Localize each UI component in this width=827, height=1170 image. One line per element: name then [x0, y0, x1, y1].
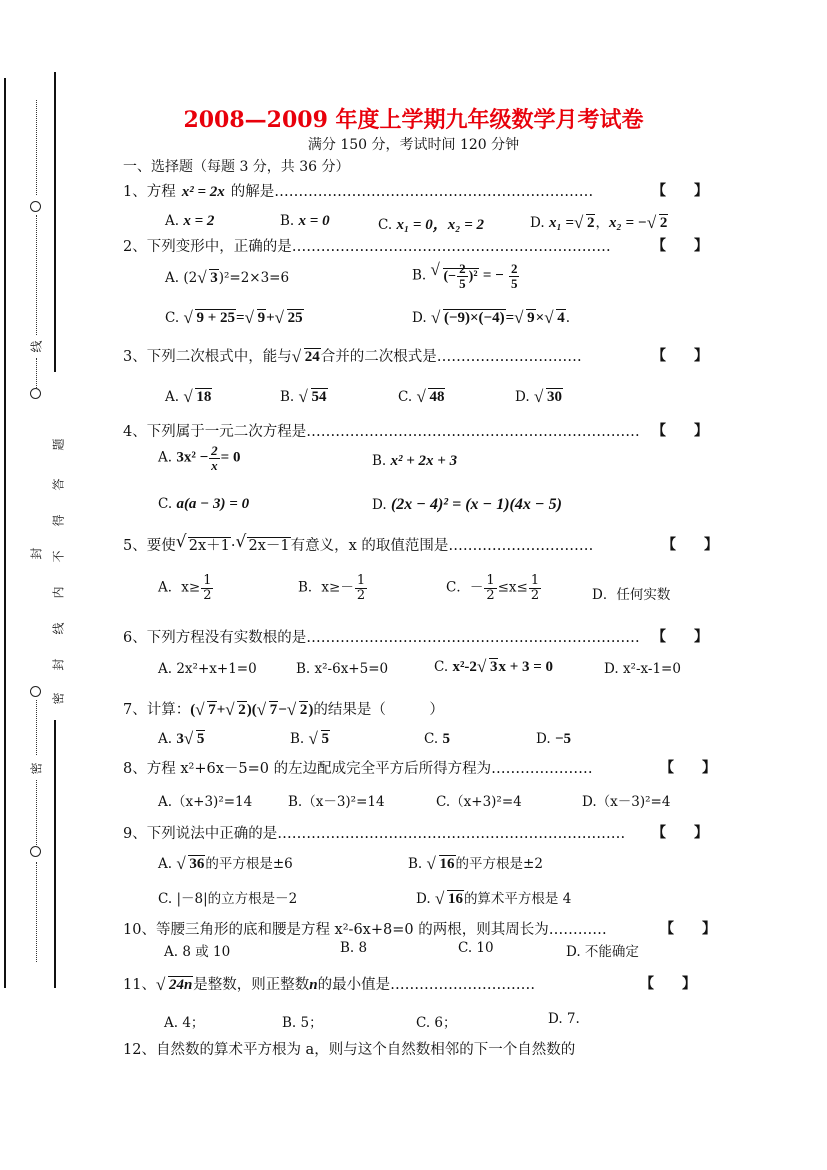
- q7-stem: 7、计算：(√ 7+√ 2)(√ 7−√ 2)的结果是（ ）: [123, 698, 444, 719]
- q9-option-d[interactable]: D. √ 16的算术平方根是 4: [416, 887, 571, 908]
- q9-stem: 9、下列说法中正确的是………………………………………………………………: [123, 826, 626, 842]
- q1-answer-bracket: 【 】: [652, 183, 708, 199]
- q9-option-b[interactable]: B. √ 16的平方根是±2: [408, 852, 543, 873]
- page-subtitle: 满分 150 分，考试时间 120 分钟: [307, 137, 520, 153]
- binding-char-ti: 题: [51, 438, 66, 451]
- q11-option-d[interactable]: D. 7.: [548, 1011, 580, 1027]
- q12-stem: 12、自然数的算术平方根为 a，则与这个自然数相邻的下一个自然数的: [123, 1042, 576, 1058]
- q10-answer-bracket: 【 】: [660, 921, 716, 937]
- q11-answer-bracket: 【 】: [640, 976, 696, 992]
- q4-option-a[interactable]: A. 3x² − $\frac{2}{x}$ = 0: [158, 443, 241, 473]
- q5-option-a[interactable]: A．x≥ $\frac{1}{2}$: [158, 573, 212, 603]
- q11-option-a[interactable]: A. 4；: [164, 1015, 205, 1031]
- q3-option-a[interactable]: A. √ 18: [165, 389, 212, 406]
- q5-option-d[interactable]: D．任何实数: [592, 587, 671, 603]
- q1-stem: 1、方程 x² = 2x 的解是…………………………………………………………: [123, 184, 594, 200]
- q7-option-d[interactable]: D. −5: [536, 731, 571, 747]
- binding-char-nei: 内: [51, 586, 66, 599]
- binding-dotted-line-5: [36, 780, 37, 845]
- q5-stem: 5、要使√ 2x＋1·√ 2x－1有意义，x 的取值范围是…………………………: [123, 534, 593, 555]
- q5-option-b[interactable]: B．x≥－ $\frac{1}{2}$: [298, 573, 366, 603]
- binding-hole-1: [30, 201, 41, 212]
- q6-option-b[interactable]: B. x²-6x+5=0: [296, 661, 389, 677]
- binding-dotted-line-2: [36, 215, 37, 335]
- q3-option-d[interactable]: D. √ 30: [515, 389, 563, 406]
- q8-option-c[interactable]: C.（x+3)²=4: [436, 794, 522, 810]
- q11-option-b[interactable]: B. 5；: [282, 1015, 323, 1031]
- binding-char-xian-2: 线: [51, 622, 66, 635]
- section-heading: 一、选择题（每题 3 分，共 36 分）: [123, 159, 350, 175]
- q11-stem: 11、√ 24n是整数，则正整数n的最小值是…………………………: [123, 973, 535, 994]
- q11-option-c[interactable]: C. 6；: [416, 1015, 457, 1031]
- q2-option-c[interactable]: C. √ 9 + 25=√ 9+√ 25: [165, 310, 304, 327]
- q6-answer-bracket: 【 】: [652, 629, 708, 645]
- q3-stem: 3、下列二次根式中，能与√ 24合并的二次根式是…………………………: [123, 345, 582, 366]
- q1-option-d[interactable]: D. x₁ =√ 2，x₂ = −√ 2: [530, 211, 668, 232]
- q10-option-b[interactable]: B. 8: [340, 940, 368, 956]
- q8-stem: 8、方程 x²+6x－5=0 的左边配成完全平方后所得方程为…………………: [123, 761, 593, 777]
- q7-option-a[interactable]: A. 3√ 5: [158, 731, 205, 748]
- binding-hole-4: [30, 846, 41, 857]
- q8-option-d[interactable]: D.（x－3)²=4: [582, 794, 671, 810]
- binding-char-xian-1: 线: [29, 340, 44, 353]
- q6-option-d[interactable]: D. x²-x-1=0: [604, 661, 681, 677]
- binding-outer-line: [4, 78, 6, 988]
- q6-option-c[interactable]: C. x²-2√ 3x + 3 = 0: [434, 659, 553, 676]
- q1-option-b[interactable]: B. x = 0: [280, 213, 330, 229]
- q9-answer-bracket: 【 】: [652, 825, 708, 841]
- q5-answer-bracket: 【 】: [662, 537, 718, 553]
- q4-option-d[interactable]: D. (2x − 4)² = (x − 1)(4x − 5): [372, 496, 562, 513]
- q4-option-c[interactable]: C. a(a − 3) = 0: [158, 496, 250, 512]
- q4-stem: 4、下列属于一元二次方程是……………………………………………………………: [123, 424, 640, 440]
- q2-stem: 2、下列变形中，正确的是…………………………………………………………: [123, 239, 611, 255]
- q9-option-c[interactable]: C. |－8|的立方根是－2: [158, 891, 298, 907]
- q5-option-c[interactable]: C．－ $\frac{1}{2}$ ≤x≤ $\frac{1}{2}$: [446, 573, 540, 603]
- q2-option-a[interactable]: A. (2√ 3)²=2×3=6: [165, 270, 289, 287]
- q8-option-a[interactable]: A.（x+3)²=14: [158, 794, 253, 810]
- q10-option-a[interactable]: A. 8 或 10: [164, 944, 231, 960]
- binding-hole-2: [30, 388, 41, 399]
- binding-char-da: 答: [51, 478, 66, 491]
- binding-char-feng-outer: 封: [29, 547, 44, 560]
- binding-dotted-line-4: [36, 700, 37, 755]
- q8-answer-bracket: 【 】: [660, 760, 716, 776]
- binding-dotted-line-3: [36, 358, 37, 388]
- binding-char-de: 得: [51, 514, 66, 527]
- q10-stem: 10、等腰三角形的底和腰是方程 x²-6x+8=0 的两根，则其周长为…………: [123, 922, 607, 938]
- q2-answer-bracket: 【 】: [652, 238, 708, 254]
- q3-answer-bracket: 【 】: [652, 348, 708, 364]
- page-title: 2008—2009 年度上学期九年级数学月考试卷: [183, 107, 644, 133]
- q9-option-a[interactable]: A. √ 36的平方根是±6: [158, 852, 293, 873]
- q10-option-c[interactable]: C. 10: [458, 940, 494, 956]
- q6-stem: 6、下列方程没有实数根的是……………………………………………………………: [123, 630, 640, 646]
- q7-option-b[interactable]: B. √ 5: [290, 731, 330, 748]
- q3-option-c[interactable]: C. √ 48: [398, 389, 445, 406]
- q6-option-a[interactable]: A. 2x²+x+1=0: [158, 661, 257, 677]
- q8-option-b[interactable]: B.（x－3)²=14: [288, 794, 385, 810]
- binding-hole-3: [30, 686, 41, 697]
- q7-option-c[interactable]: C. 5: [424, 731, 450, 747]
- binding-char-mi-outer: 密: [29, 762, 44, 775]
- q4-option-b[interactable]: B. x² + 2x + 3: [372, 453, 458, 469]
- q1-option-a[interactable]: A. x = 2: [165, 213, 215, 229]
- q3-option-b[interactable]: B. √ 54: [280, 389, 328, 406]
- q10-option-d[interactable]: D. 不能确定: [566, 944, 639, 960]
- binding-char-bu: 不: [51, 550, 66, 563]
- binding-char-mi: 密: [51, 692, 66, 705]
- binding-char-feng: 封: [51, 658, 66, 671]
- binding-dotted-line-6: [36, 862, 37, 962]
- q1-option-c[interactable]: C. x₁ = 0，x₂ = 2: [378, 217, 484, 233]
- binding-inner-line-bottom: [54, 720, 56, 988]
- q2-option-b[interactable]: B. √ (− $\frac{2}{5}$ )² = − $\frac{2}{5}$: [412, 262, 520, 291]
- q2-option-d[interactable]: D. √ (−9)×(−4)=√ 9×√ 4.: [412, 310, 570, 327]
- q4-answer-bracket: 【 】: [652, 423, 708, 439]
